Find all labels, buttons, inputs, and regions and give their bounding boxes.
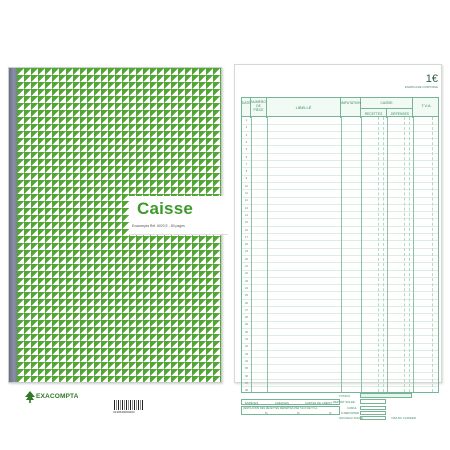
row-number: 14 [245,213,248,217]
row-number: 17 [245,235,248,239]
cover-title: Caisse [137,199,194,218]
footer-cartes: CARTES DE CRÉDIT [305,400,333,405]
rule-imputation [361,117,362,392]
page-number: 1€ [425,73,438,85]
header-imputation: IMPUTATION [341,98,361,118]
row-number: 16 [245,228,248,232]
barcode-number: 3130630060203 [113,410,135,414]
ledger-sheet [234,64,442,420]
rate-2: % [297,411,300,415]
row-number: 28 [245,316,248,320]
header-tva: T.V.A. [421,103,432,108]
register-cover [8,67,222,414]
row-number: 12 [245,199,248,203]
row-number: 27 [245,308,248,312]
row-number: 2 [245,126,248,130]
row-number: 32 [245,345,248,349]
header-piece: NUMÉRO DE PIÈCE [251,98,267,118]
row-number: 29 [245,323,248,327]
rule-recettes [387,117,388,392]
report-solde-box [360,399,386,404]
totaux-box [360,393,412,398]
row-number: 23 [245,279,248,283]
row-number: 8 [245,170,248,174]
row-number: 36 [245,374,248,378]
row-number: 19 [245,250,248,254]
rule-depenses-cents [404,117,405,392]
row-number: 6 [245,155,248,159]
rule-tva-cents [432,117,433,392]
nouveau-solde-box [360,416,386,420]
rule-date [251,117,252,392]
row-number: 22 [245,272,248,276]
rule-depenses-cents-2 [409,117,410,392]
row-number: 26 [245,301,248,305]
row-number: 3 [245,133,248,137]
header-date: DATE [242,98,251,118]
sheet-footer [241,393,439,423]
row-number: 33 [245,352,248,356]
footer-visa: VISA DU CAISSIER [391,416,416,420]
brand-name: EXACOMPTA [36,393,79,400]
header-libelle: LIBELLÉ [267,98,341,118]
a-reporter-box [360,411,386,415]
barcode [114,400,144,410]
row-number: 11 [245,192,248,195]
row-number: 7 [245,162,248,166]
rule-recettes-cents-2 [383,117,384,392]
footer-nouveau-solde: NOUVEAU SOLDE [339,416,364,420]
rate-3: % [329,411,332,415]
cover-reference: Exacompta Réf. 6020 E - 80 pages [132,224,185,228]
footer-cheques: CHÈQUES [275,400,289,405]
footer-report-solde: REPORT SOLDE [333,400,355,404]
row-number: 10 [245,184,248,188]
header-caisse: CAISSE RECETTES DÉPENSES [361,98,413,118]
cover-spine [9,68,17,382]
row-number: 21 [245,265,248,268]
row-number: 5 [245,148,248,152]
header-recettes: RECETTES [361,108,387,118]
row-number: 24 [245,286,248,290]
row-number: 13 [245,206,248,210]
footer-especes: ESPÈCES [245,400,259,405]
row-number: 25 [245,294,248,298]
row-number: 18 [245,243,248,247]
ledger-grid [241,117,439,393]
row-number: 31 [245,338,248,341]
rate-1: % [265,411,268,415]
row-number: 34 [245,359,248,363]
cumul-box [360,406,386,410]
row-number: 1 [245,119,248,122]
row-number: 30 [245,330,248,334]
table-header [241,97,439,117]
row-number: 38 [245,389,248,393]
tree-logo-icon [25,391,35,403]
row-number: 20 [245,257,248,261]
row-number: 4 [245,140,248,144]
footer-a-reporter: À REPORTER [341,411,360,415]
footer-totaux: TOTAUX [339,394,351,398]
footer-cumul: CUMUL [347,406,357,410]
footer-ventilation: VENTILATION DES RECETTES RÉPARTIES PAR TAUX DE T.V.A. [243,407,318,410]
header-depenses: DÉPENSES [387,108,413,118]
row-number: 35 [245,367,248,371]
rule-libelle [341,117,342,392]
row-number: 15 [245,221,248,225]
rule-piece [267,117,268,392]
rule-depenses [413,117,414,392]
cover-label [129,196,228,235]
brand-strip [23,390,115,404]
page-number-caption: EXEMPLAIRE COMPTABLE [404,86,438,89]
rule-recettes-cents [378,117,379,392]
row-number: 9 [245,177,248,181]
row-number: 37 [245,381,248,385]
